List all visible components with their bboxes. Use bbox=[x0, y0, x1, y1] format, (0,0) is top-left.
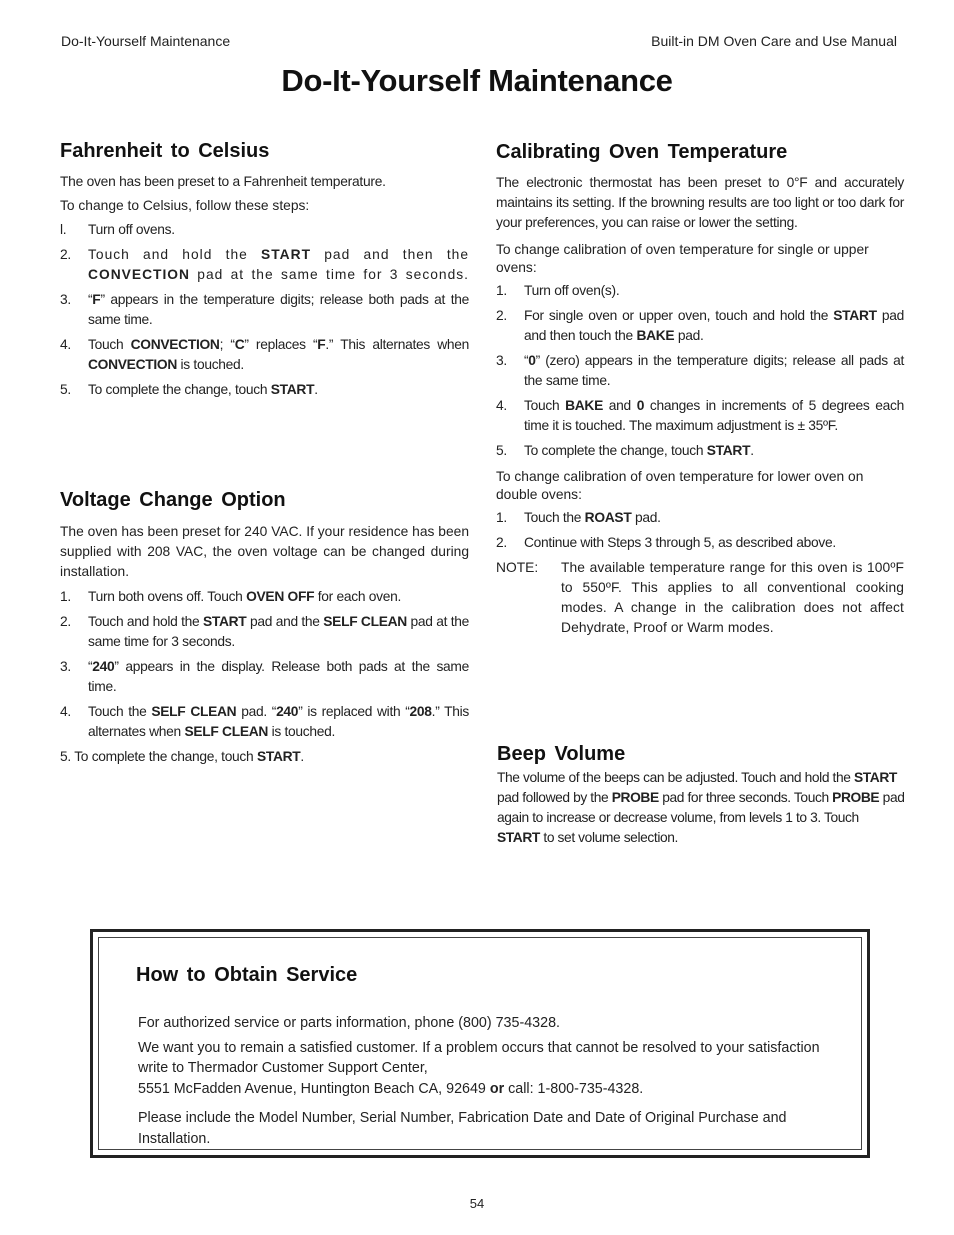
calibrating-intro: The electronic thermostat has been preset to 0°F and accurately maintains its setting. If the browning results are too light or too dark for your preferences, you can raise or lower the setting. bbox=[496, 175, 904, 230]
text-run: .” This alternates when bbox=[88, 704, 469, 739]
list-item-number: 5. bbox=[496, 443, 507, 458]
calibrating-section bbox=[496, 140, 904, 638]
text-run: Touch bbox=[524, 398, 566, 413]
text-run: pad followed by the bbox=[497, 790, 612, 805]
list-item-number: 1. bbox=[60, 589, 71, 604]
fahrenheit-heading: Fahrenheit to Celsius bbox=[60, 140, 270, 162]
bold-term: START bbox=[706, 443, 751, 458]
list-item-number: 3. bbox=[60, 292, 71, 307]
list-item bbox=[60, 380, 469, 400]
text-run: pad. bbox=[674, 328, 704, 343]
bold-term: SELF CLEAN bbox=[323, 614, 407, 629]
list-item-text bbox=[524, 351, 904, 391]
text-run: ” replaces “ bbox=[244, 337, 318, 352]
bold-term: CONVECTION bbox=[130, 337, 220, 352]
bold-term: START bbox=[261, 247, 311, 262]
bold-term: F bbox=[92, 292, 101, 307]
beep-heading: Beep Volume bbox=[497, 743, 626, 765]
list-item-number: 1. bbox=[496, 510, 507, 525]
text-run: To complete the change, touch bbox=[524, 443, 707, 458]
list-item-text: Continue with Steps 3 through 5, as described above. bbox=[524, 535, 836, 550]
bold-term: BAKE bbox=[636, 328, 675, 343]
text-run: . bbox=[300, 749, 304, 764]
text-run: Turn both ovens off. Touch bbox=[88, 589, 247, 604]
bold-term: SELF CLEAN bbox=[151, 704, 237, 719]
service-phone-text: For authorized service or parts information, phone (800) 735-4328. bbox=[138, 1015, 560, 1031]
list-item-number: 1. bbox=[496, 283, 507, 298]
note-text: The available temperature range for this oven is 100ºF to 550ºF. This applies to all conventional cooking modes. A change in the calibration does not affect Dehydrate, Proof or Warm modes. bbox=[561, 560, 904, 635]
text-run: Touch the bbox=[88, 704, 152, 719]
service-contact-text bbox=[138, 1038, 838, 1100]
list-item-text bbox=[88, 587, 469, 607]
voltage-section bbox=[60, 488, 469, 767]
calibrating-sub2: To change calibration of oven temperature for lower oven on double ovens: bbox=[496, 469, 864, 502]
running-header-left: Do-It-Yourself Maintenance bbox=[61, 33, 231, 49]
list-item-text bbox=[524, 508, 904, 528]
voltage-steps bbox=[60, 587, 469, 742]
list-item-number: 3. bbox=[60, 659, 71, 674]
list-item-text bbox=[88, 380, 469, 400]
service-or: or bbox=[489, 1080, 505, 1097]
list-item-number: 5. bbox=[60, 382, 71, 397]
bold-term: START bbox=[833, 308, 877, 323]
bold-term: C bbox=[234, 337, 245, 352]
text-run: pad and then the bbox=[311, 247, 469, 262]
text-run: . bbox=[314, 382, 318, 397]
bold-term: ROAST bbox=[584, 510, 632, 525]
list-item-number: l. bbox=[60, 222, 67, 237]
bold-term: F bbox=[317, 337, 326, 352]
list-item bbox=[60, 587, 469, 607]
text-run: pad at the same time for 3 seconds. bbox=[88, 614, 469, 649]
list-item bbox=[60, 220, 469, 240]
bold-term: 240 bbox=[276, 704, 299, 719]
text-run: is touched. bbox=[176, 357, 244, 372]
text-run: Touch and hold the bbox=[88, 614, 203, 629]
text-run: pad at the same time for 3 seconds. bbox=[189, 267, 469, 282]
text-run: pad again to increase or decrease volume, from levels 1 to 3. Touch bbox=[497, 790, 905, 825]
list-item-text bbox=[88, 657, 469, 697]
list-item bbox=[496, 533, 904, 553]
bold-term: START bbox=[202, 614, 247, 629]
list-item-text: Turn off oven(s). bbox=[524, 283, 620, 298]
list-item-number: 4. bbox=[496, 398, 507, 413]
text-run: For single oven or upper oven, touch and hold the bbox=[524, 308, 834, 323]
text-run: to set volume selection. bbox=[539, 830, 678, 845]
bold-term: START bbox=[270, 382, 315, 397]
calibrating-note bbox=[496, 558, 904, 638]
list-item-number: 2. bbox=[60, 247, 71, 262]
text-run: pad. bbox=[631, 510, 661, 525]
text-run: The volume of the beeps can be adjusted. Touch and hold the bbox=[497, 770, 854, 785]
service-box bbox=[90, 929, 870, 1158]
list-item-number: 2. bbox=[496, 308, 507, 323]
bold-term: SELF CLEAN bbox=[184, 724, 269, 739]
service-body bbox=[138, 1013, 838, 1152]
text-run: “ bbox=[88, 659, 93, 674]
bold-term: 240 bbox=[92, 659, 115, 674]
list-item bbox=[496, 281, 904, 301]
list-item-number: 2. bbox=[60, 614, 71, 629]
voltage-last-step bbox=[60, 747, 469, 767]
list-item-text bbox=[88, 702, 469, 742]
list-item-number: 4. bbox=[60, 704, 71, 719]
bold-term: BAKE bbox=[565, 398, 604, 413]
fahrenheit-steps bbox=[60, 220, 469, 400]
list-item-number: 2. bbox=[496, 535, 507, 550]
text-run: Touch the bbox=[524, 510, 585, 525]
list-item bbox=[496, 441, 904, 461]
text-run: pad and the bbox=[246, 614, 324, 629]
text-run: ” is replaced with “ bbox=[298, 704, 410, 719]
text-run: and bbox=[603, 398, 637, 413]
service-address: 5551 McFadden Avenue, Huntington Beach CA, 92649 bbox=[138, 1080, 490, 1097]
service-include-text: Please include the Model Number, Serial Number, Fabrication Date and Date of Original Purchase and Installation. bbox=[138, 1110, 787, 1147]
list-item bbox=[496, 508, 904, 528]
calibrating-sub1: To change calibration of oven temperature for single or upper ovens: bbox=[496, 242, 869, 275]
text-run: ” appears in the temperature digits; release both pads at the same time. bbox=[88, 292, 469, 327]
service-contact-intro: We want you to remain a satisfied customer. If a problem occurs that cannot be resolved to your satisfaction write to Thermador Customer Support Center, bbox=[138, 1039, 820, 1076]
bold-term: 0 bbox=[528, 353, 536, 368]
calibrating-steps-upper bbox=[496, 281, 904, 461]
list-item bbox=[60, 612, 469, 652]
bold-term: 208 bbox=[409, 704, 432, 719]
bold-term: START bbox=[497, 830, 540, 845]
bold-term: START bbox=[256, 749, 301, 764]
list-item bbox=[60, 702, 469, 742]
text-run: “ bbox=[524, 353, 529, 368]
list-item-text bbox=[88, 290, 469, 330]
page-number: 54 bbox=[469, 1196, 485, 1211]
list-item-number: 3. bbox=[496, 353, 507, 368]
text-run: changes in increments of 5 degrees each time it is touched. The maximum adjustment is ± 35ºF. bbox=[524, 398, 904, 433]
text-run: Touch bbox=[88, 337, 131, 352]
text-run: for each oven. bbox=[314, 589, 401, 604]
fahrenheit-instruction: To change to Celsius, follow these steps: bbox=[60, 198, 310, 213]
list-item bbox=[496, 306, 904, 346]
list-item-number: 4. bbox=[60, 337, 71, 352]
text-run: “ bbox=[88, 292, 93, 307]
list-item bbox=[60, 657, 469, 697]
voltage-intro: The oven has been preset for 240 VAC. If your residence has been supplied with 208 VAC, the oven voltage can be changed during installation. bbox=[60, 524, 469, 579]
fahrenheit-section bbox=[60, 139, 469, 405]
running-header-right: Built-in DM Oven Care and Use Manual bbox=[651, 33, 897, 49]
bold-term: START bbox=[853, 770, 897, 785]
calibrating-heading: Calibrating Oven Temperature bbox=[496, 141, 788, 163]
list-item bbox=[496, 396, 904, 436]
text-run: is touched. bbox=[268, 724, 336, 739]
beep-text bbox=[497, 768, 905, 848]
fahrenheit-intro: The oven has been preset to a Fahrenheit temperature. bbox=[60, 174, 386, 189]
text-run: pad and then touch the bbox=[524, 308, 904, 343]
bold-term: CONVECTION bbox=[88, 357, 177, 372]
list-item bbox=[60, 290, 469, 330]
text-run: ” (zero) appears in the temperature digits; release all pads at the same time. bbox=[524, 353, 904, 388]
text-run: .” This alternates when bbox=[325, 337, 469, 352]
text-run: pad. “ bbox=[236, 704, 277, 719]
service-heading: How to Obtain Service bbox=[136, 964, 358, 986]
list-item-text bbox=[88, 612, 469, 652]
service-box-inner-border bbox=[98, 937, 862, 1150]
text-run: ” appears in the display. Release both pads at the same time. bbox=[88, 659, 469, 694]
text-run: ; “ bbox=[219, 337, 235, 352]
list-item-text bbox=[524, 441, 904, 461]
list-item bbox=[60, 335, 469, 375]
list-item bbox=[60, 245, 469, 285]
list-item-text bbox=[524, 396, 904, 436]
bold-term: OVEN OFF bbox=[246, 589, 315, 604]
list-item-text bbox=[524, 306, 904, 346]
bold-term: PROBE bbox=[832, 790, 880, 805]
beep-section bbox=[497, 742, 905, 848]
bold-term: 0 bbox=[636, 398, 645, 413]
bold-term: CONVECTION bbox=[88, 267, 190, 282]
list-item-text bbox=[88, 335, 469, 375]
calibrating-steps-lower bbox=[496, 508, 904, 553]
bold-term: PROBE bbox=[611, 790, 659, 805]
text-run: 5. To complete the change, touch bbox=[60, 749, 257, 764]
service-call: call: 1-800-735-4328. bbox=[504, 1080, 644, 1097]
list-item-text: Turn off ovens. bbox=[88, 222, 175, 237]
voltage-heading: Voltage Change Option bbox=[60, 489, 286, 511]
text-run: . bbox=[750, 443, 754, 458]
text-run: Touch and hold the bbox=[88, 247, 262, 262]
page-title: Do-It-Yourself Maintenance bbox=[281, 63, 673, 98]
list-item bbox=[496, 351, 904, 391]
text-run: pad for three seconds. Touch bbox=[658, 790, 833, 805]
text-run: To complete the change, touch bbox=[88, 382, 271, 397]
list-item-text bbox=[88, 245, 469, 285]
note-label: NOTE: bbox=[496, 560, 539, 575]
